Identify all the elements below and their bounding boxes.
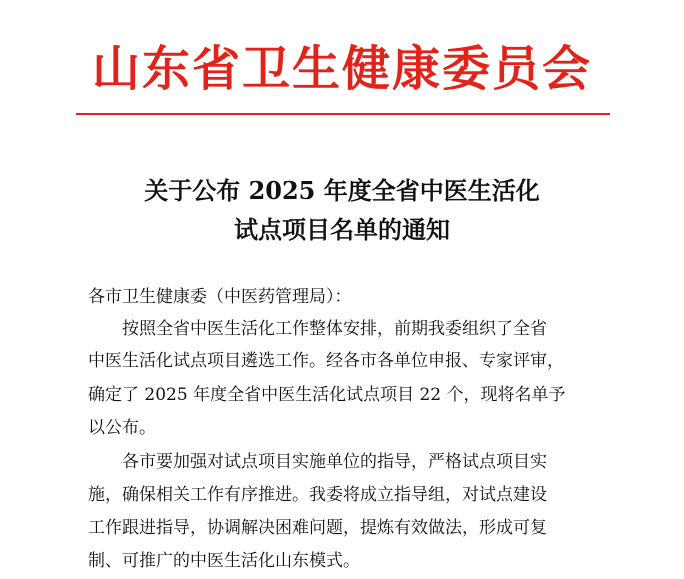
notice-title-line-2: 试点项目名单的通知 [234, 215, 450, 244]
paragraph-2-line-3: 工作跟进指导，协调解决困难问题，提炼有效做法，形成可复 [88, 518, 547, 538]
notice-title-line-1: 关于公布 2025 年度全省中医生活化 [144, 176, 540, 205]
paragraph-1-line-3: 确定了 2025 年度全省中医生活化试点项目 22 个，现将名单予 [88, 385, 566, 405]
paragraph-2-line-1: 各市要加强对试点项目实施单位的指导，严格试点项目实 [88, 452, 547, 472]
paragraph-1-line-1: 按照全省中医生活化工作整体安排，前期我委组织了全省 [88, 319, 547, 339]
paragraph-2-line-4: 制、可推广的中医生活化山东模式。 [88, 551, 360, 571]
masthead-title: 山东省卫生健康委员会 [91, 41, 592, 97]
paragraph-1-line-2: 中医生活化试点项目遴选工作。经各市各单位申报、专家评审， [88, 351, 564, 371]
red-divider-line [76, 113, 610, 115]
paragraph-2-line-2: 施，确保相关工作有序推进。我委将成立指导组，对试点建设 [88, 485, 547, 505]
paragraph-1-line-4: 以公布。 [88, 418, 156, 438]
salutation: 各市卫生健康委（中医药管理局）： [88, 287, 352, 307]
